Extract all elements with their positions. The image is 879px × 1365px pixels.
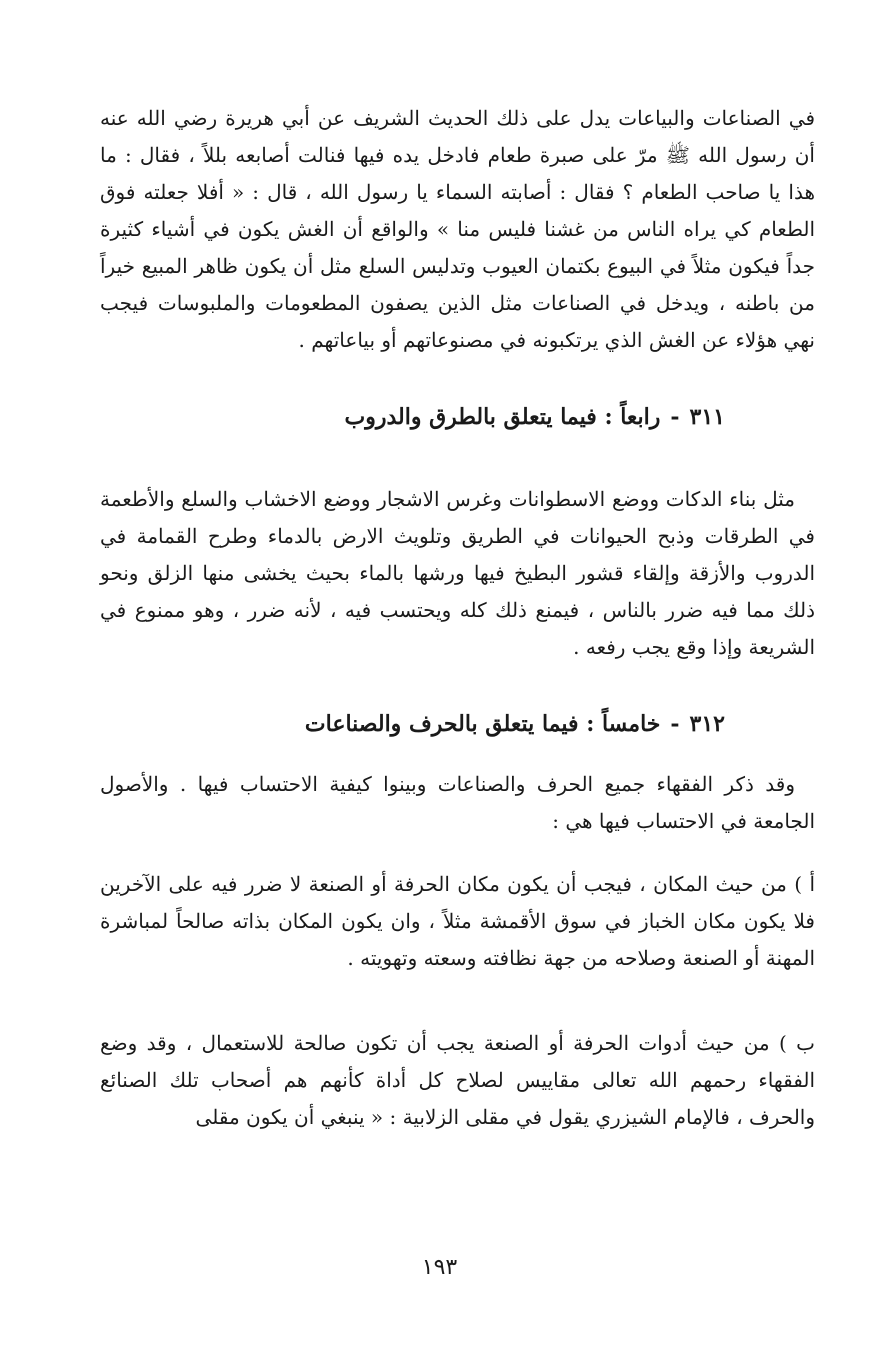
paragraph-place: أ ) من حيث المكان ، فيجب أن يكون مكان الحرفة أو الصنعة لا ضرر فيه على الآخرين فلا يكون مكان الخباز في سوق الأقمشة مثلاً ، وان يكون المكان بذاته صالحاً لمباشرة المهنة أو الصنعة وصلاحه من جهة نظافته وسعته وتهويته . [100, 872, 815, 970]
paragraph-roads: مثل بناء الدكات ووضع الاسطوانات وغرس الاشجار ووضع الاخشاب والسلع والأطعمة في الطرقات وذبح الحيوانات في الطريق وتلويث الارض بالدماء وطرح القمامة في الدروب والأزقة وإلقاء قشور البطيخ فيها ورشها بالماء بحيث يخشى منها الزلق ونحو ذلك مما فيه ضرر بالناس ، فيمنع ذلك كله ويحتسب فيه ، لأنه ضرر ، وهو ممنوع في الشريعة وإذا وقع يجب رفعه . [100, 487, 815, 659]
paragraph-intro: في الصناعات والبياعات يدل على ذلك الحديث الشريف عن أبي هريرة رضي الله عنه أن رسول الله ﷺ مرّ على صبرة طعام فادخل يده فيها فنالت أصابعه بللاً ، فقال : ما هذا يا صاحب الطعام ؟ فقال : أصابته السماء يا رسول الله ، قال : « أفلا جعلته فوق الطعام كي يراه الناس من غشنا فليس منا » والواقع أن الغش يكون في أشياء كثيرة جداً فيكون مثلاً في البيوع بكتمان العيوب وتدليس السلع مثل أن يكون ظاهر المبيع خيراً من باطنه ، ويدخل في الصناعات مثل الذين يصفون المطعومات والملبوسات فيجب نهي هؤلاء عن الغش الذي يرتكبونه في مصنوعاتهم أو بياعاتهم . [100, 106, 815, 352]
page-number: ١٩٣ [421, 1255, 458, 1280]
section-dash: - [670, 404, 680, 430]
section-number: ٣١٢ [689, 711, 725, 737]
section-title: خامساً : فيما يتعلق بالحرف والصناعات [304, 711, 661, 737]
paragraph-crafts: وقد ذكر الفقهاء جميع الحرف والصناعات وبينوا كيفية الاحتساب فيها . والأصول الجامعة في الاحتساب فيها هي : [100, 772, 815, 833]
section-heading-312 [100, 704, 815, 744]
section-number: ٣١١ [689, 404, 725, 430]
section-title: رابعاً : فيما يتعلق بالطرق والدروب [344, 404, 661, 430]
page-body [100, 100, 815, 1136]
section-heading-311 [100, 397, 815, 437]
section-dash: - [670, 711, 680, 737]
paragraph-tools: ب ) من حيث أدوات الحرفة أو الصنعة يجب أن تكون صالحة للاستعمال ، وقد وضع الفقهاء رحمهم الله تعالى مقاييس لصلاح كل أداة كأنهم هم أصحاب تلك الصنائع والحرف ، فالإمام الشيزري يقول في مقلى الزلابية : « ينبغي أن يكون مقلى [100, 1031, 815, 1129]
